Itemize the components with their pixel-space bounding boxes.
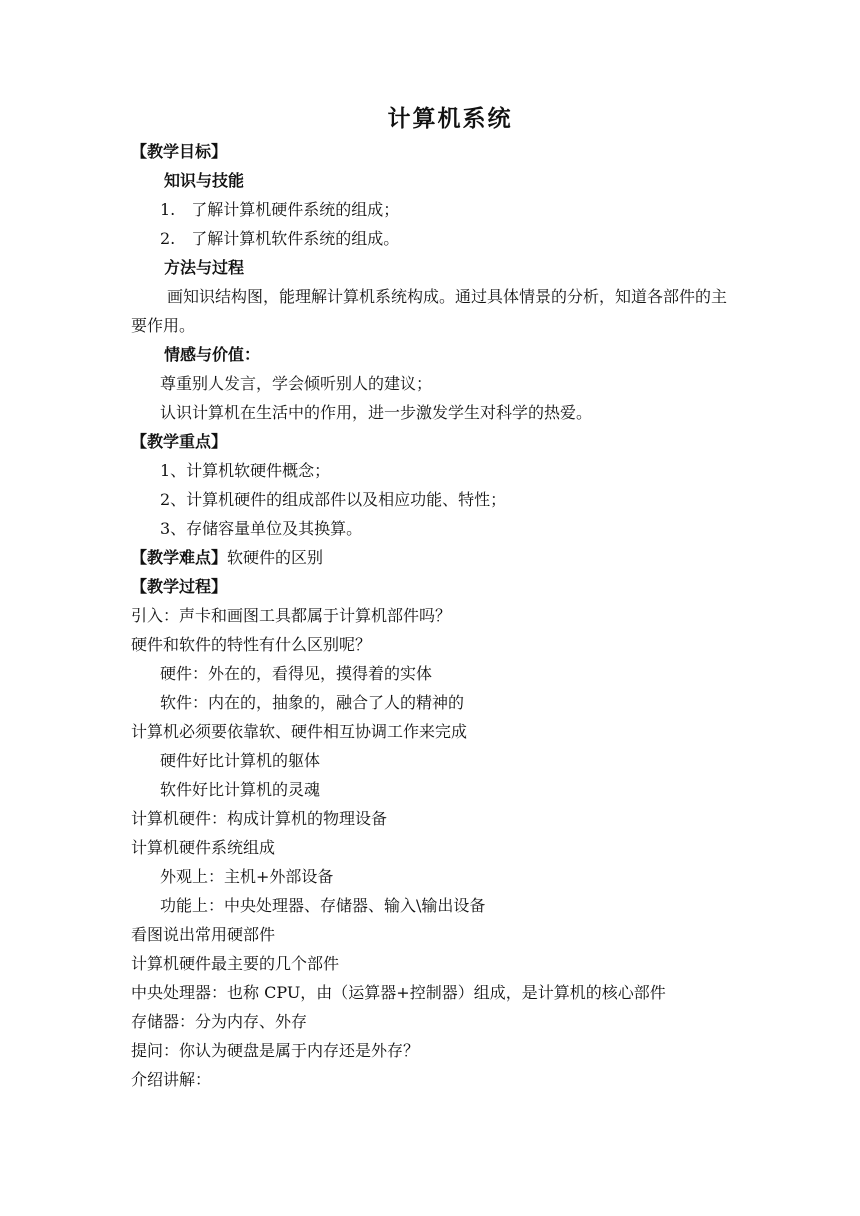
process-line: 硬件好比计算机的躯体 xyxy=(160,751,321,770)
process-lines xyxy=(131,601,741,1094)
process-line: 中央处理器：也称 CPU，由（运算器+控制器）组成，是计算机的核心部件 xyxy=(131,983,666,1002)
emotion-item: 认识计算机在生活中的作用，进一步激发学生对科学的热爱。 xyxy=(160,403,593,422)
difficulty-text: 软硬件的区别 xyxy=(227,548,324,567)
process-line: 存储器：分为内存、外存 xyxy=(131,1012,308,1031)
process-line: 提问：你认为硬盘是属于内存还是外存？ xyxy=(131,1041,420,1060)
goals-heading: 【教学目标】 xyxy=(131,142,228,161)
process-line: 计算机硬件最主要的几个部件 xyxy=(131,954,340,973)
difficulty-line xyxy=(131,543,741,572)
key-points-heading: 【教学重点】 xyxy=(131,432,228,451)
process-line: 功能上：中央处理器、存储器、输入\输出设备 xyxy=(160,896,486,915)
difficulty-heading: 【教学难点】 xyxy=(131,548,228,567)
process-line: 介绍讲解： xyxy=(131,1070,212,1089)
key-point-item: 2、计算机硬件的组成部件以及相应功能、特性； xyxy=(160,490,507,509)
knowledge-item: 2. 了解计算机软件系统的组成。 xyxy=(160,229,400,248)
key-point-item: 3、存储容量单位及其换算。 xyxy=(160,519,363,538)
knowledge-item: 1. 了解计算机硬件系统的组成； xyxy=(160,200,400,219)
emotion-item: 尊重别人发言，学会倾听别人的建议； xyxy=(160,374,433,393)
method-heading: 方法与过程 xyxy=(164,258,245,277)
process-line: 计算机硬件系统组成 xyxy=(131,838,276,857)
document-title: 计算机系统 xyxy=(387,105,513,132)
process-line: 软件：内在的，抽象的，融合了人的精神的 xyxy=(160,693,465,712)
emotion-heading: 情感与价值： xyxy=(164,345,261,364)
process-line: 计算机硬件：构成计算机的物理设备 xyxy=(131,809,388,828)
document-body xyxy=(131,137,741,1094)
process-line: 硬件：外在的，看得见，摸得着的实体 xyxy=(160,664,433,683)
process-line: 外观上：主机+外部设备 xyxy=(160,867,334,886)
process-line: 看图说出常用硬部件 xyxy=(131,925,276,944)
knowledge-heading: 知识与技能 xyxy=(164,171,245,190)
process-line: 引入：声卡和画图工具都属于计算机部件吗？ xyxy=(131,606,452,625)
process-heading: 【教学过程】 xyxy=(131,577,228,596)
process-line: 计算机必须要依靠软、硬件相互协调工作来完成 xyxy=(131,722,468,741)
key-point-item: 1、计算机软硬件概念； xyxy=(160,461,331,480)
method-text: 画知识结构图，能理解计算机系统构成。通过具体情景的分析，知道各部件的主要作用。 xyxy=(131,287,728,335)
process-line: 硬件和软件的特性有什么区别呢？ xyxy=(131,635,372,654)
method-paragraph xyxy=(131,282,741,340)
process-line: 软件好比计算机的灵魂 xyxy=(160,780,321,799)
